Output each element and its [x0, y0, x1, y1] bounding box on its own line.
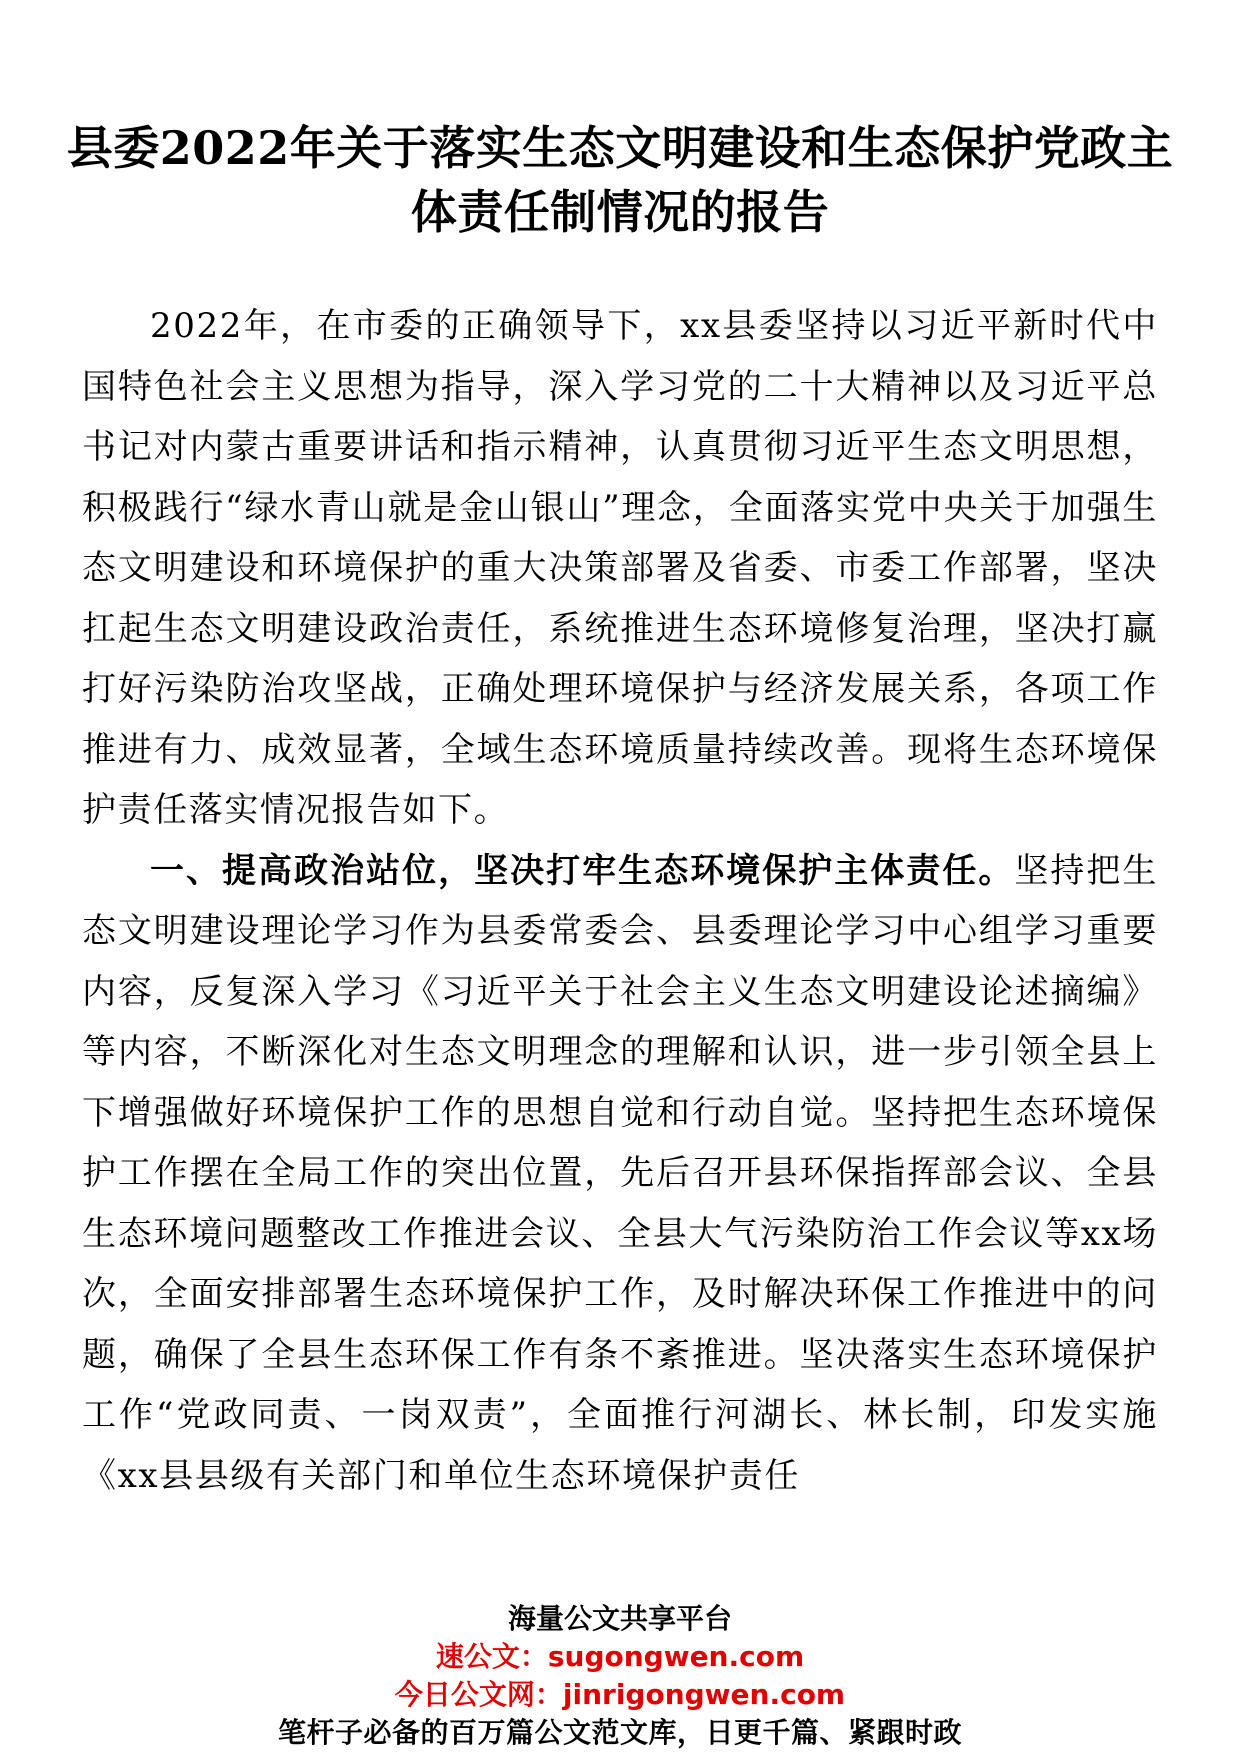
- section-1-heading: 一、提高政治站位，坚决打牢生态环境保护主体责任。: [150, 850, 1015, 891]
- section-1-text: 坚持把生态文明建设理论学习作为县委常委会、县委理论学习中心组学习重要内容，反复深入学习《习近平关于社会主义生态文明建设论述摘编》等内容，不断深化对生态文明理念的理解和认识，进一步引领全县上下增强做好环境保护工作的思想自觉和行动自觉。坚持把生态环境保护工作摆在全局工作的突出位置，先后召开县环保指挥部会议、全县生态环境问题整改工作推进会议、全县大气污染防治工作会议等xx场次，全面安排部署生态环境保护工作，及时解决环保工作推进中的问题，确保了全县生态环保工作有条不紊推进。坚决落实生态环境保护工作“党政同责、一岗双责”，全面推行河湖长、林长制，印发实施《xx县县级有关部门和单位生态环境保护责任: [82, 850, 1158, 1496]
- paragraph-intro-text: 2022年，在市委的正确领导下，xx县委坚持以习近平新时代中国特色社会主义思想为指导，深入学习党的二十大精神以及习近平总书记对内蒙古重要讲话和指示精神，认真贯彻习近平生态文明思想，积极践行“绿水青山就是金山银山”理念，全面落实党中央关于加强生态文明建设和环境保护的重大决策部署及省委、市委工作部署，坚决扛起生态文明建设政治责任，系统推进生态环境修复治理，坚决打赢打好污染防治攻坚战，正确处理环境保护与经济发展关系，各项工作推进有力、成效显著，全域生态环境质量持续改善。现将生态环境保护责任落实情况报告如下。: [82, 306, 1158, 830]
- footer-slogan: 笔杆子必备的百万篇公文范文库，日更千篇、紧跟时政: [277, 1716, 962, 1749]
- footer-watermark: [0, 1600, 1240, 1752]
- document-title: 县委2022年关于落实生态文明建设和生态保护党政主体责任制情况的报告: [66, 121, 1174, 239]
- footer-site-jinrigongwen: 今日公文网：jinrigongwen.com: [394, 1678, 846, 1711]
- document-body: [82, 296, 1158, 1506]
- paragraph-section-1: [82, 841, 1158, 1507]
- paragraph-intro: [82, 296, 1158, 841]
- footer-site-sugongwen: 速公文：sugongwen.com: [435, 1640, 805, 1673]
- footer-platform-name: 海量公文共享平台: [507, 1602, 732, 1635]
